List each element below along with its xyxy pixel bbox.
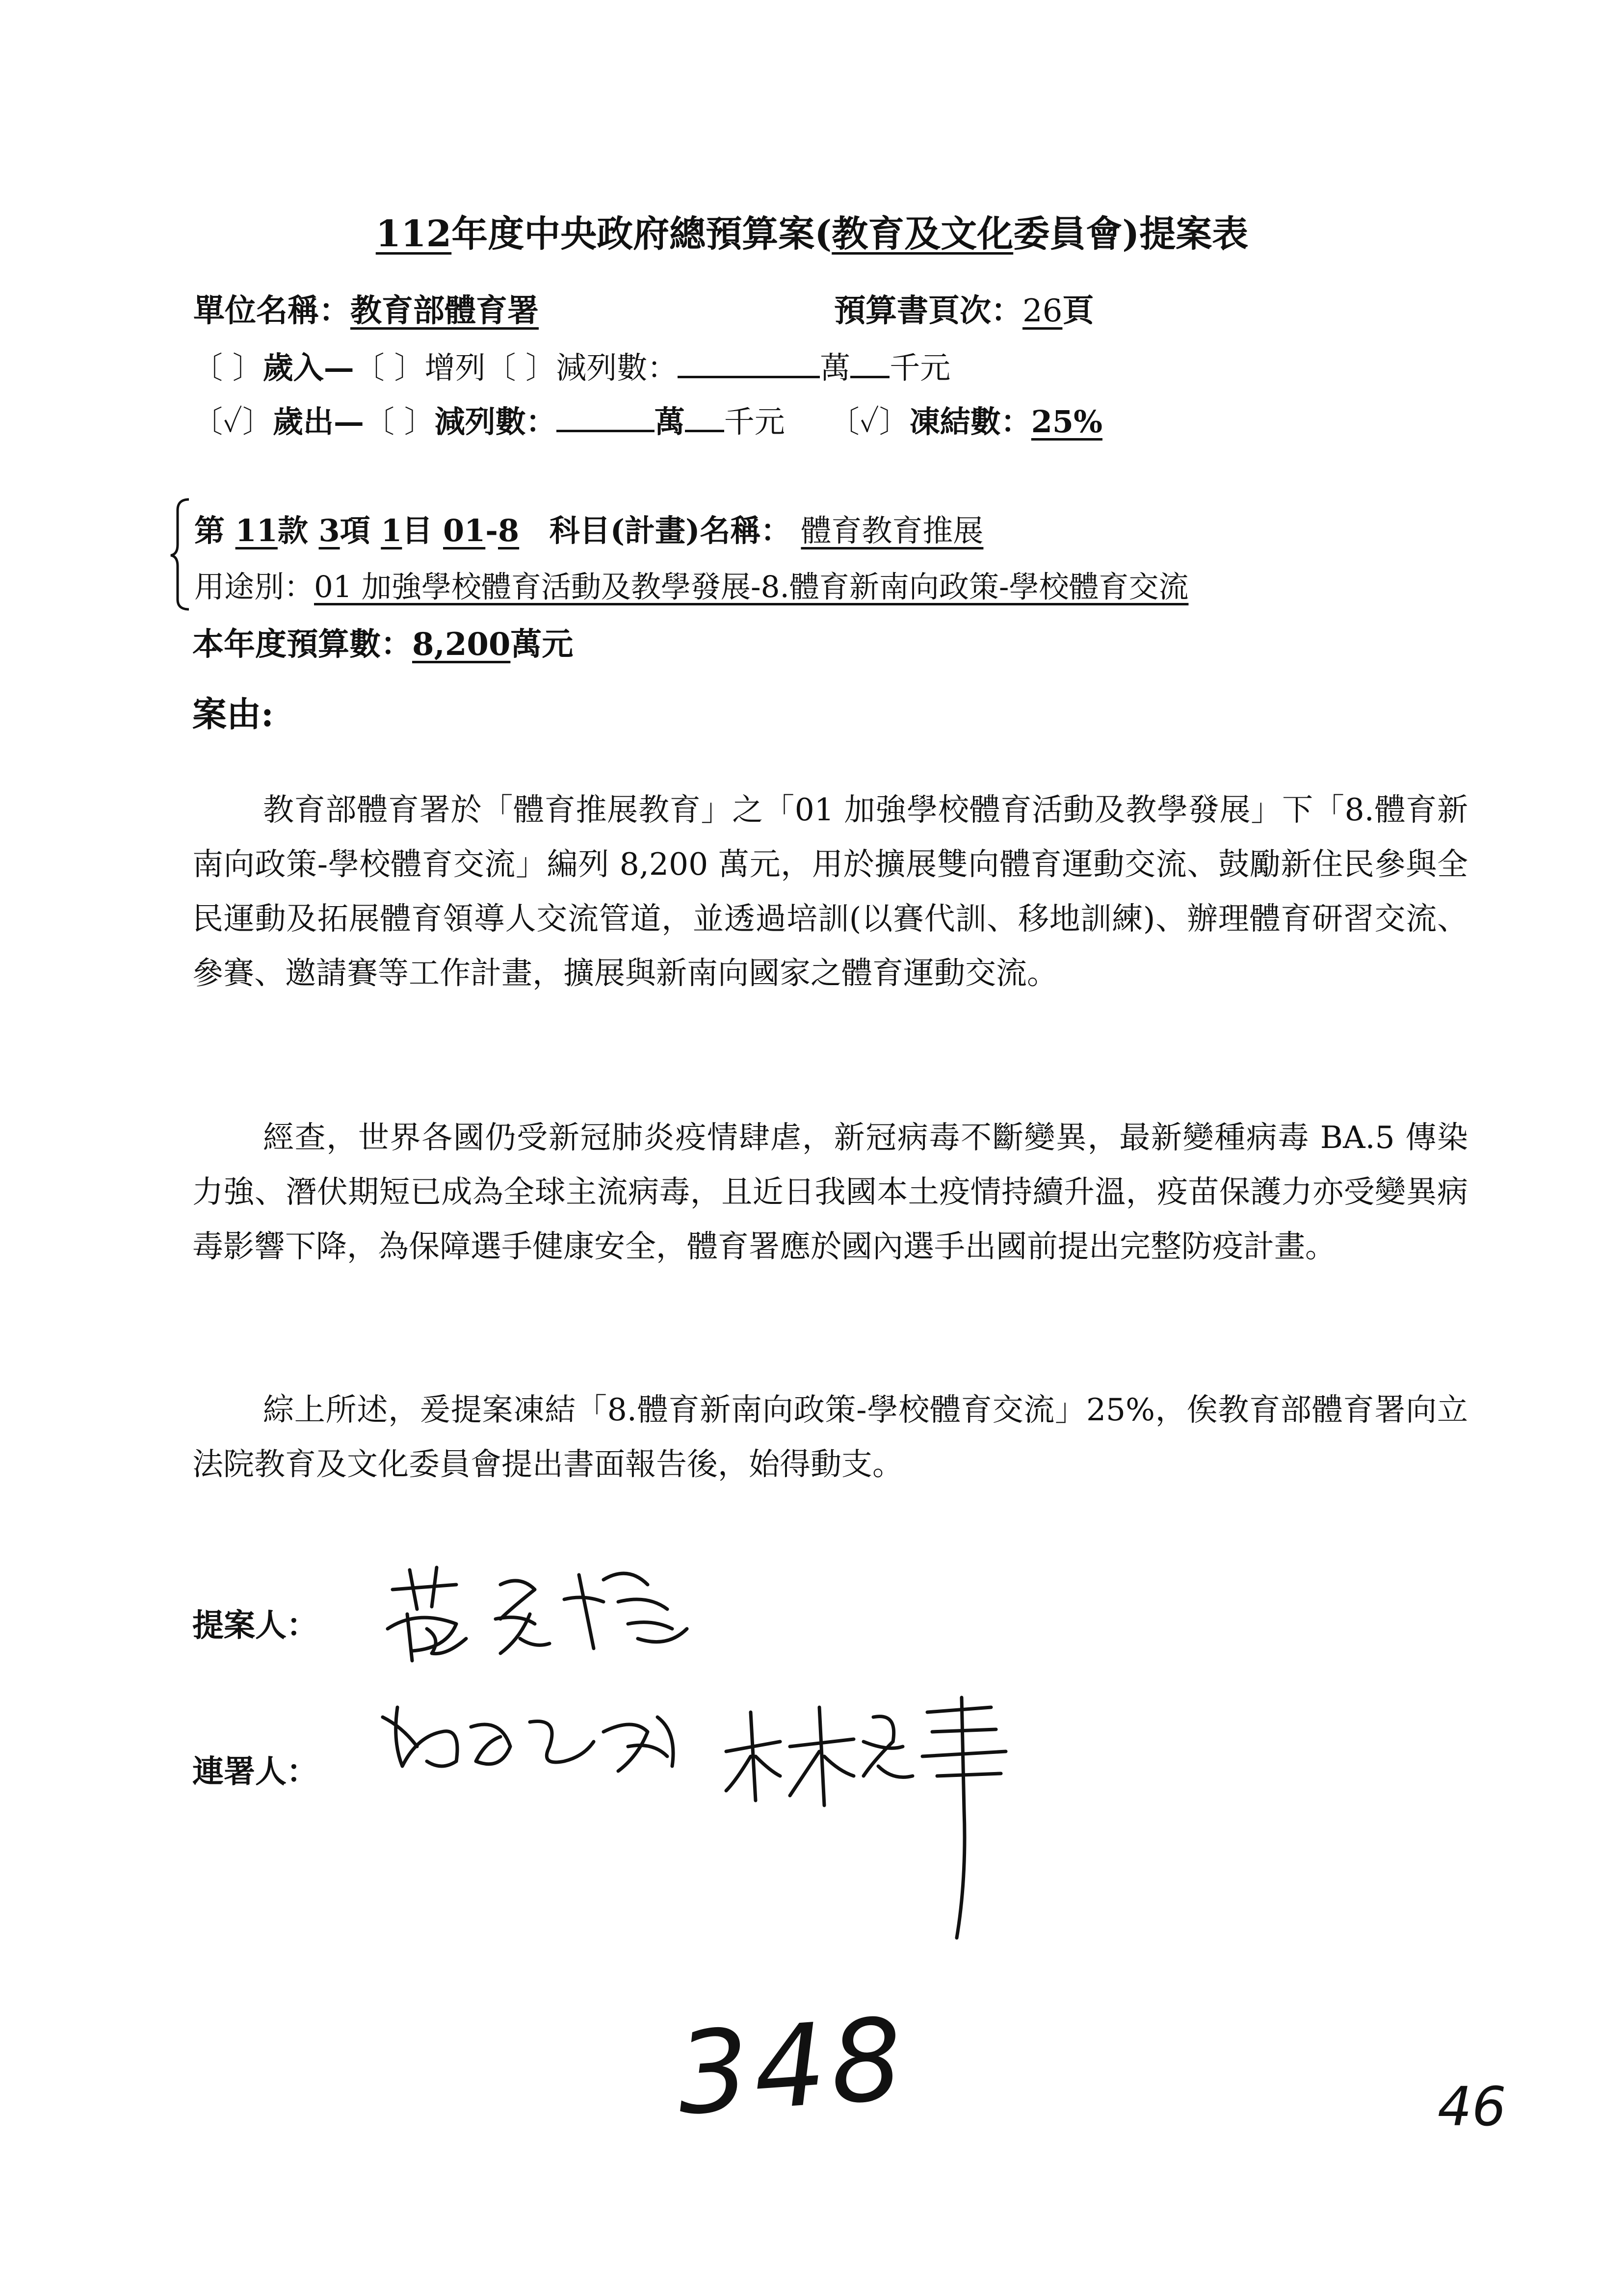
unit-value: 教育部體育署 [350,292,539,329]
handwritten-number: 348 [673,1993,912,2141]
item-kuan: 11 [235,513,278,548]
revenue-checkbox: 〔 〕 [192,350,263,386]
item-xiang: 3 [318,513,340,548]
expenditure-wan: 萬 [654,404,685,440]
unit-label: 單位名稱： [193,292,350,329]
item-prefix: 第 [194,513,225,548]
reason-heading: 案由: [192,694,274,734]
usage-label: 用途別： [194,570,314,604]
title-year: 112 [375,213,452,255]
usage-value: 01 加強學校體育活動及教學發展-8.體育新南向政策-學校體育交流 [314,570,1189,604]
budget-page-row [834,286,1094,331]
revenue-label: 歲入— [262,350,354,386]
increase-label: 增列 [424,350,486,386]
proposer-label: 提案人： [192,1607,318,1644]
paragraph-1: 教育部體育署於「體育推展教育」之「01 加強學校體育活動及教學發展」下「8.體育新南向政策-學校體育交流」編列 8,200 萬元，用於擴展雙向體育運動交流、鼓勵新住民參與全民運動及拓展體育領導人交流管道，並透過培訓(以賽代訓、移地訓練)、辦理體育研習交流、參賽、邀請賽等工作計畫，擴展與新南向國家之體育運動交流。 [192,792,1468,991]
usage-row [194,563,1188,606]
expenditure-label: 歲出— [273,404,365,440]
increase-checkbox: 〔 〕 [354,350,425,386]
item-bracket [167,496,196,613]
item-code-b: 8 [498,513,520,548]
budget-label: 本年度預算數： [192,626,412,663]
subject-value: 體育教育推展 [801,513,984,548]
proposer-signature [373,1555,716,1673]
cosigner-signature-2 [716,1683,1030,1957]
item-dash: - [485,513,498,548]
item-code-a: 01 [443,513,486,548]
cosigner-signature-1 [373,1688,716,1796]
freeze-value: 25% [1031,404,1102,440]
revenue-decrease-label: 減列數： [556,350,678,386]
budget-unit: 萬元 [510,626,574,663]
item-xiang-label: 項 [340,513,370,548]
page-suffix: 頁 [1062,292,1094,329]
page-number: 46 [1438,2075,1506,2138]
item-row [194,506,983,550]
expenditure-decrease-label: 減列數： [434,404,556,440]
freeze-label: 凍結數： [909,404,1031,440]
expenditure-qian: 千元 [724,404,785,440]
freeze-checkbox: 〔✓〕 [829,404,910,440]
revenue-wan-blank [678,345,820,378]
decrease-checkbox: 〔 〕 [485,350,556,386]
expenditure-checkbox: 〔✓〕 [192,404,273,440]
item-kuan-label: 款 [277,513,308,548]
page-value: 26 [1022,293,1063,329]
title-part2: 委員會 [1013,213,1123,255]
revenue-wan: 萬 [820,350,851,386]
expenditure-wan-blank [556,399,655,432]
revenue-qian: 千元 [890,350,951,386]
expenditure-row [192,397,1102,441]
title-part1: 年度中央政府總預算案( [451,213,832,255]
form-title [0,205,1624,257]
cosigner-label: 連署人： [192,1753,318,1790]
budget-row [192,619,573,664]
item-mu: 1 [381,513,402,548]
expenditure-qian-blank [685,399,724,432]
budget-value: 8,200 [412,626,511,663]
paragraph-2: 經查，世界各國仍受新冠肺炎疫情肆虐，新冠病毒不斷變異，最新變種病毒 BA.5 傳染力強、潛伏期短已成為全球主流病毒，且近日我國本土疫情持續升溫，疫苗保護力亦受變異病毒影響下降，為保障選手健康安全，體育署應於國內選手出國前提出完整防疫計畫。 [192,1120,1468,1264]
title-committee: 教育及文化 [832,213,1014,255]
unit-name-row [193,286,539,331]
subject-label: 科目(計畫)名稱： [549,513,791,548]
paragraph-3: 綜上所述，爰提案凍結「8.體育新南向政策-學校體育交流」25%，俟教育部體育署向立法院教育及文化委員會提出書面報告後，始得動支。 [192,1392,1468,1482]
revenue-qian-blank [850,345,890,378]
expenditure-decrease-checkbox: 〔 〕 [364,404,435,440]
title-part3: )提案表 [1122,213,1249,255]
item-mu-label: 目 [402,513,433,548]
revenue-row [192,343,950,387]
page-label: 預算書頁次： [834,292,1022,329]
